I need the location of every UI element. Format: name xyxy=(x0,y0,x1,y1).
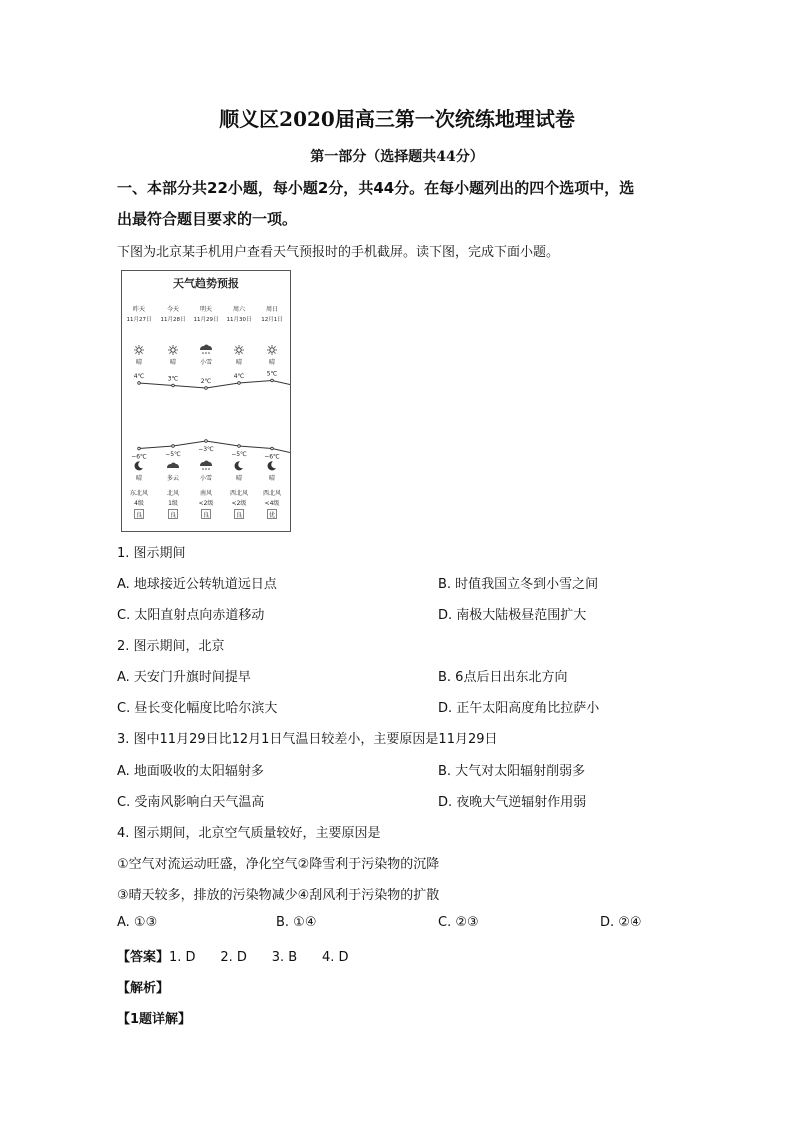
q1-option-a: A. 地球接近公转轨道远日点 xyxy=(117,577,277,592)
q1-option-d: D. 南极大陆极昼范围扩大 xyxy=(438,608,587,623)
q3-option-c: C. 受南风影响白天气温高 xyxy=(117,795,265,810)
night-moon-icon-3 xyxy=(235,461,243,470)
question-2-stem: 2. 图示期间，北京 xyxy=(117,639,225,654)
intro-text: 下图为北京某手机用户查看天气预报时的手机截屏。读下图，完成下面小题。 xyxy=(117,245,560,260)
low-temp-label-1: −5℃ xyxy=(165,451,181,458)
day-weather-1: 晴 xyxy=(169,359,177,366)
low-temp-label-3: −5℃ xyxy=(231,451,247,458)
high-temp-label-3: 4℃ xyxy=(233,373,245,380)
day-weather-2: 小雪 xyxy=(199,359,213,366)
q2-option-b: B. 6点后日出东北方向 xyxy=(438,670,568,685)
low-temp-point-2 xyxy=(205,440,208,443)
night-weather-0: 晴 xyxy=(135,475,143,482)
answer-text: 1. D 2. D 3. B 4. D xyxy=(169,950,349,965)
q2-option-c: C. 昼长变化幅度比哈尔滨大 xyxy=(117,701,278,716)
day-sun-icon-3-ray xyxy=(241,346,242,347)
wind-direction-4: 西北风 xyxy=(262,490,282,497)
answer-line xyxy=(117,946,349,965)
day-snow-icon-2-flake-2 xyxy=(208,352,210,354)
aqi-label-4: 优 xyxy=(268,512,276,519)
day-snow-icon-2 xyxy=(200,345,212,351)
day-sun-icon-4-ray xyxy=(268,352,269,353)
low-temp-label-2: −3℃ xyxy=(198,446,214,453)
day-name-0: 昨天 xyxy=(132,306,146,313)
night-weather-4: 晴 xyxy=(268,475,276,482)
night-weather-1: 多云 xyxy=(166,475,180,482)
day-weather-3: 晴 xyxy=(235,359,243,366)
q4-option-c: C. ②③ xyxy=(438,915,479,930)
day-snow-icon-2-flake-1 xyxy=(205,352,207,354)
night-weather-3: 晴 xyxy=(235,475,243,482)
night-moon-icon-0 xyxy=(135,461,143,470)
day-weather-4: 晴 xyxy=(268,359,276,366)
weather-title: 天气趋势预报 xyxy=(173,277,239,290)
high-temp-label-4: 5℃ xyxy=(266,370,278,378)
wind-level-3: <2级 xyxy=(231,500,247,507)
high-temp-point-3 xyxy=(238,382,241,385)
day-date-1: 11月28日 xyxy=(160,317,186,323)
day-sun-icon-1-ray xyxy=(175,346,176,347)
high-temp-point-2 xyxy=(205,387,208,390)
day-sun-icon-3-ray xyxy=(241,352,242,353)
wind-level-0: 4级 xyxy=(134,500,144,507)
day-name-3: 周六 xyxy=(232,306,246,313)
wind-level-1: 1级 xyxy=(168,500,178,507)
wind-direction-0: 东北风 xyxy=(129,490,149,497)
day-sun-icon-4-ray xyxy=(274,346,275,347)
q3-option-b: B. 大气对太阳辐射削弱多 xyxy=(438,764,586,779)
night-snow-icon-2 xyxy=(200,461,212,467)
q1-option-c: C. 太阳直射点向赤道移动 xyxy=(117,608,265,623)
high-temp-label-1: 3℃ xyxy=(167,375,179,383)
night-snow-icon-2-flake-2 xyxy=(208,468,210,470)
q4-option-b: B. ①④ xyxy=(276,915,317,930)
section-heading-line1: 一、本部分共22小题，每小题2分，共44分。在每小题列出的四个选项中，选 xyxy=(117,179,635,197)
question-1-stem: 1. 图示期间 xyxy=(117,546,186,561)
day-sun-icon-3-ray xyxy=(235,346,236,347)
q4-option-d: D. ②④ xyxy=(600,915,642,930)
night-weather-2: 小雪 xyxy=(199,475,213,482)
day-snow-icon-2-flake-0 xyxy=(202,352,204,354)
day-sun-icon-0-ray xyxy=(141,346,142,347)
wind-direction-3: 西北风 xyxy=(229,490,249,497)
analysis-label: 【解析】 xyxy=(117,981,170,996)
high-temp-label-0: 4℃ xyxy=(133,373,145,380)
q4-statements-line2: ③晴天较多，排放的污染物减少④刮风利于污染物的扩散 xyxy=(117,888,440,903)
wind-level-2: <2级 xyxy=(198,500,214,507)
day-weather-0: 晴 xyxy=(135,359,143,366)
part-subtitle: 第一部分（选择题共44分） xyxy=(310,149,484,165)
low-temp-point-4 xyxy=(271,447,274,450)
low-temp-point-3 xyxy=(238,445,241,448)
aqi-label-2: 良 xyxy=(202,512,210,519)
low-temp-label-0: −6℃ xyxy=(131,453,147,461)
detail-label: 【1题详解】 xyxy=(117,1012,192,1027)
page-title: 顺义区2020届高三第一次统练地理试卷 xyxy=(219,107,575,131)
wind-level-4: <4级 xyxy=(264,500,280,507)
night-cloud-icon-1 xyxy=(167,463,179,469)
low-temp-point-1 xyxy=(172,445,175,448)
night-snow-icon-2-flake-1 xyxy=(205,468,207,470)
night-snow-icon-2-flake-0 xyxy=(202,468,204,470)
section-heading-line2: 出最符合题目要求的一项。 xyxy=(117,210,298,228)
day-name-4: 周日 xyxy=(265,306,279,313)
question-3-stem: 3. 图中11月29日比12月1日气温日较差小，主要原因是11月29日 xyxy=(117,732,498,747)
high-temp-point-4 xyxy=(271,379,274,382)
q1-option-b: B. 时值我国立冬到小雪之间 xyxy=(438,577,599,592)
day-date-4: 12月1日 xyxy=(261,317,283,323)
low-temp-line xyxy=(139,441,290,453)
day-sun-icon-4 xyxy=(270,348,274,352)
high-temp-line xyxy=(139,381,290,389)
q3-option-a: A. 地面吸收的太阳辐射多 xyxy=(117,764,264,779)
day-sun-icon-3-ray xyxy=(235,352,236,353)
aqi-label-1: 良 xyxy=(169,512,177,519)
day-sun-icon-1-ray xyxy=(169,352,170,353)
q2-option-a: A. 天安门升旗时间提早 xyxy=(117,670,251,685)
wind-direction-1: 北风 xyxy=(166,490,180,497)
high-temp-point-0 xyxy=(138,382,141,385)
day-sun-icon-1-ray xyxy=(175,352,176,353)
day-sun-icon-4-ray xyxy=(268,346,269,347)
day-date-3: 11月30日 xyxy=(226,317,252,323)
q2-option-d: D. 正午太阳高度角比拉萨小 xyxy=(438,701,600,716)
q3-option-d: D. 夜晚大气逆辐射作用弱 xyxy=(438,795,587,810)
night-moon-icon-4 xyxy=(268,461,276,470)
low-temp-point-0 xyxy=(138,447,141,450)
q4-statements-line1: ①空气对流运动旺盛，净化空气②降雪利于污染物的沉降 xyxy=(117,857,440,872)
aqi-label-3: 良 xyxy=(235,512,243,519)
day-sun-icon-4-ray xyxy=(274,352,275,353)
weather-forecast-svg xyxy=(122,271,290,531)
day-name-1: 今天 xyxy=(166,306,180,313)
day-date-0: 11月27日 xyxy=(126,317,152,323)
low-temp-label-4: −6℃ xyxy=(264,453,280,461)
day-sun-icon-3 xyxy=(237,348,241,352)
question-4-stem: 4. 图示期间，北京空气质量较好，主要原因是 xyxy=(117,826,381,841)
day-date-2: 11月29日 xyxy=(193,317,219,323)
answer-label: 【答案】 xyxy=(117,950,170,965)
day-sun-icon-0 xyxy=(137,348,141,352)
day-sun-icon-0-ray xyxy=(135,346,136,347)
day-sun-icon-0-ray xyxy=(135,352,136,353)
aqi-label-0: 良 xyxy=(135,512,143,519)
weather-forecast-figure xyxy=(121,270,291,532)
day-name-2: 明天 xyxy=(199,306,213,313)
high-temp-label-2: 2℃ xyxy=(200,378,212,385)
day-sun-icon-1 xyxy=(171,348,175,352)
q4-option-a: A. ①③ xyxy=(117,915,158,930)
wind-direction-2: 南风 xyxy=(199,490,213,497)
high-temp-point-1 xyxy=(172,384,175,387)
day-sun-icon-1-ray xyxy=(169,346,170,347)
day-sun-icon-0-ray xyxy=(141,352,142,353)
